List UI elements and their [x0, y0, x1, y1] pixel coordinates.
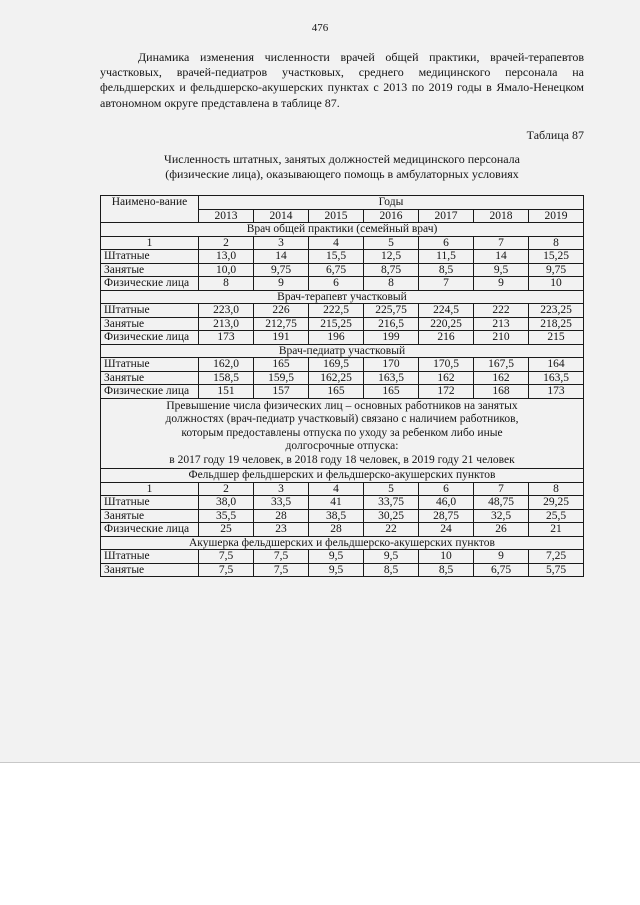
- table-caption-line-2: (физические лица), оказывающего помощь в амбулаторных условиях: [165, 167, 519, 181]
- section-row: [101, 344, 584, 358]
- row-name: Занятые: [101, 509, 199, 523]
- column-number-cell: 6: [419, 236, 474, 250]
- value-cell: 9: [474, 277, 529, 291]
- row-name: Занятые: [101, 563, 199, 577]
- table-row: [101, 250, 584, 264]
- value-cell: 151: [199, 385, 254, 399]
- column-numbers-row: [101, 482, 584, 496]
- column-number-cell: 2: [199, 482, 254, 496]
- value-cell: 162: [474, 371, 529, 385]
- value-cell: 8,5: [419, 563, 474, 577]
- value-cell: 22: [364, 523, 419, 537]
- value-cell: 216,5: [364, 317, 419, 331]
- value-cell: 173: [529, 385, 584, 399]
- column-number-cell: 1: [101, 482, 199, 496]
- value-cell: 5,75: [529, 563, 584, 577]
- table-row: [101, 331, 584, 345]
- value-cell: 7,5: [199, 550, 254, 564]
- section-title: Фельдшер фельдшерских и фельдшерско-акушерских пунктов: [101, 469, 584, 483]
- value-cell: 14: [474, 250, 529, 264]
- section-row: [101, 290, 584, 304]
- value-cell: 170,5: [419, 358, 474, 372]
- table-header-row: [101, 196, 584, 210]
- value-cell: 162,25: [309, 371, 364, 385]
- value-cell: 212,75: [254, 317, 309, 331]
- value-cell: 215: [529, 331, 584, 345]
- value-cell: 30,25: [364, 509, 419, 523]
- column-number-cell: 8: [529, 236, 584, 250]
- value-cell: 8: [364, 277, 419, 291]
- table-row: [101, 358, 584, 372]
- value-cell: 6,75: [309, 263, 364, 277]
- table-row: [101, 563, 584, 577]
- years-header: Годы: [199, 196, 584, 210]
- value-cell: 9,5: [309, 550, 364, 564]
- table-row: [101, 496, 584, 510]
- column-number-cell: 5: [364, 482, 419, 496]
- year-cell: 2013: [199, 209, 254, 223]
- value-cell: 215,25: [309, 317, 364, 331]
- value-cell: 8,5: [419, 263, 474, 277]
- column-number-cell: 4: [309, 236, 364, 250]
- value-cell: 32,5: [474, 509, 529, 523]
- column-number-cell: 7: [474, 236, 529, 250]
- value-cell: 35,5: [199, 509, 254, 523]
- name-header: Наимено-вание: [101, 196, 199, 223]
- value-cell: 222: [474, 304, 529, 318]
- row-name: Штатные: [101, 250, 199, 264]
- value-cell: 23: [254, 523, 309, 537]
- value-cell: 33,75: [364, 496, 419, 510]
- column-number-cell: 4: [309, 482, 364, 496]
- column-number-cell: 3: [254, 236, 309, 250]
- value-cell: 15,25: [529, 250, 584, 264]
- value-cell: 46,0: [419, 496, 474, 510]
- row-name: Физические лица: [101, 523, 199, 537]
- value-cell: 25: [199, 523, 254, 537]
- section-title: Врач общей практики (семейный врач): [101, 223, 584, 237]
- column-number-cell: 6: [419, 482, 474, 496]
- value-cell: 11,5: [419, 250, 474, 264]
- value-cell: 159,5: [254, 371, 309, 385]
- table-row: [101, 523, 584, 537]
- value-cell: 199: [364, 331, 419, 345]
- value-cell: 216: [419, 331, 474, 345]
- section-row: [101, 223, 584, 237]
- value-cell: 25,5: [529, 509, 584, 523]
- table-row: [101, 263, 584, 277]
- note-row: [101, 398, 584, 469]
- column-number-cell: 5: [364, 236, 419, 250]
- value-cell: 191: [254, 331, 309, 345]
- value-cell: 196: [309, 331, 364, 345]
- section-row: [101, 469, 584, 483]
- value-cell: 163,5: [364, 371, 419, 385]
- value-cell: 167,5: [474, 358, 529, 372]
- section-title: Врач-педиатр участковый: [101, 344, 584, 358]
- table-note-line: должностях (врач-педиатр участковый) связано с наличием работников,: [165, 413, 519, 425]
- table-row: [101, 550, 584, 564]
- value-cell: 7,5: [199, 563, 254, 577]
- value-cell: 170: [364, 358, 419, 372]
- column-number-cell: 1: [101, 236, 199, 250]
- value-cell: 48,75: [474, 496, 529, 510]
- column-number-cell: 8: [529, 482, 584, 496]
- value-cell: 28,75: [419, 509, 474, 523]
- value-cell: 9,75: [529, 263, 584, 277]
- value-cell: 165: [254, 358, 309, 372]
- row-name: Занятые: [101, 317, 199, 331]
- column-number-cell: 2: [199, 236, 254, 250]
- value-cell: 15,5: [309, 250, 364, 264]
- value-cell: 9,5: [364, 550, 419, 564]
- value-cell: 157: [254, 385, 309, 399]
- table-note-line: Превышение числа физических лиц – основных работников на занятых: [166, 399, 518, 412]
- table-row: [101, 371, 584, 385]
- row-name: Физические лица: [101, 385, 199, 399]
- value-cell: 9: [254, 277, 309, 291]
- year-cell: 2017: [419, 209, 474, 223]
- value-cell: 24: [419, 523, 474, 537]
- table-row: [101, 277, 584, 291]
- value-cell: 172: [419, 385, 474, 399]
- value-cell: 28: [254, 509, 309, 523]
- year-cell: 2016: [364, 209, 419, 223]
- value-cell: 28: [309, 523, 364, 537]
- section-row: [101, 536, 584, 550]
- value-cell: 7,5: [254, 550, 309, 564]
- staff-table: [100, 195, 584, 577]
- value-cell: 33,5: [254, 496, 309, 510]
- row-name: Штатные: [101, 304, 199, 318]
- column-number-cell: 3: [254, 482, 309, 496]
- value-cell: 224,5: [419, 304, 474, 318]
- value-cell: 225,75: [364, 304, 419, 318]
- value-cell: 26: [474, 523, 529, 537]
- table-note-line: которым предоставлены отпуска по уходу за ребенком либо иные: [181, 426, 503, 439]
- table-note: [101, 398, 584, 469]
- value-cell: 8,75: [364, 263, 419, 277]
- row-name: Физические лица: [101, 277, 199, 291]
- value-cell: 29,25: [529, 496, 584, 510]
- row-name: Штатные: [101, 550, 199, 564]
- value-cell: 8: [199, 277, 254, 291]
- intro-paragraph: Динамика изменения численности врачей общей практики, врачей-терапевтов участковых, врачей-педиатров участковых, среднего медицинского персонала на фельдшерских и фельдшерско-акушерских пунктах с 2013 по 2019 годы в Ямало-Ненецком автономном округе представлена в таблице 87.: [100, 50, 584, 110]
- value-cell: 213,0: [199, 317, 254, 331]
- table-note-line: долгосрочные отпуска:: [285, 440, 399, 452]
- value-cell: 21: [529, 523, 584, 537]
- value-cell: 38,0: [199, 496, 254, 510]
- value-cell: 169,5: [309, 358, 364, 372]
- value-cell: 7,5: [254, 563, 309, 577]
- value-cell: 162: [419, 371, 474, 385]
- value-cell: 165: [309, 385, 364, 399]
- value-cell: 12,5: [364, 250, 419, 264]
- value-cell: 162,0: [199, 358, 254, 372]
- value-cell: 164: [529, 358, 584, 372]
- value-cell: 210: [474, 331, 529, 345]
- value-cell: 173: [199, 331, 254, 345]
- year-cell: 2015: [309, 209, 364, 223]
- section-title: Акушерка фельдшерских и фельдшерско-акушерских пунктов: [101, 536, 584, 550]
- year-cell: 2019: [529, 209, 584, 223]
- year-cell: 2018: [474, 209, 529, 223]
- table-label: Таблица 87: [526, 128, 584, 142]
- value-cell: 6,75: [474, 563, 529, 577]
- value-cell: 220,25: [419, 317, 474, 331]
- value-cell: 165: [364, 385, 419, 399]
- value-cell: 168: [474, 385, 529, 399]
- row-name: Физические лица: [101, 331, 199, 345]
- value-cell: 9: [474, 550, 529, 564]
- value-cell: 6: [309, 277, 364, 291]
- value-cell: 14: [254, 250, 309, 264]
- value-cell: 9,75: [254, 263, 309, 277]
- page-number: 476: [311, 22, 329, 34]
- year-cell: 2014: [254, 209, 309, 223]
- value-cell: 222,5: [309, 304, 364, 318]
- value-cell: 223,0: [199, 304, 254, 318]
- table-row: [101, 304, 584, 318]
- table-caption-line-1: Численность штатных, занятых должностей медицинского персонала: [164, 152, 520, 166]
- value-cell: 10: [529, 277, 584, 291]
- value-cell: 10,0: [199, 263, 254, 277]
- row-name: Штатные: [101, 496, 199, 510]
- value-cell: 13,0: [199, 250, 254, 264]
- table-caption: [100, 152, 584, 182]
- value-cell: 158,5: [199, 371, 254, 385]
- value-cell: 9,5: [309, 563, 364, 577]
- value-cell: 41: [309, 496, 364, 510]
- row-name: Занятые: [101, 263, 199, 277]
- value-cell: 223,25: [529, 304, 584, 318]
- row-name: Занятые: [101, 371, 199, 385]
- value-cell: 7,25: [529, 550, 584, 564]
- value-cell: 38,5: [309, 509, 364, 523]
- table-row: [101, 385, 584, 399]
- value-cell: 7: [419, 277, 474, 291]
- value-cell: 10: [419, 550, 474, 564]
- table-note-line: в 2017 году 19 человек, в 2018 году 18 человек, в 2019 году 21 человек: [169, 453, 515, 466]
- column-numbers-row: [101, 236, 584, 250]
- table-row: [101, 509, 584, 523]
- value-cell: 9,5: [474, 263, 529, 277]
- column-number-cell: 7: [474, 482, 529, 496]
- row-name: Штатные: [101, 358, 199, 372]
- value-cell: 163,5: [529, 371, 584, 385]
- table-row: [101, 317, 584, 331]
- section-title: Врач-терапевт участковый: [101, 290, 584, 304]
- value-cell: 213: [474, 317, 529, 331]
- value-cell: 218,25: [529, 317, 584, 331]
- value-cell: 226: [254, 304, 309, 318]
- value-cell: 8,5: [364, 563, 419, 577]
